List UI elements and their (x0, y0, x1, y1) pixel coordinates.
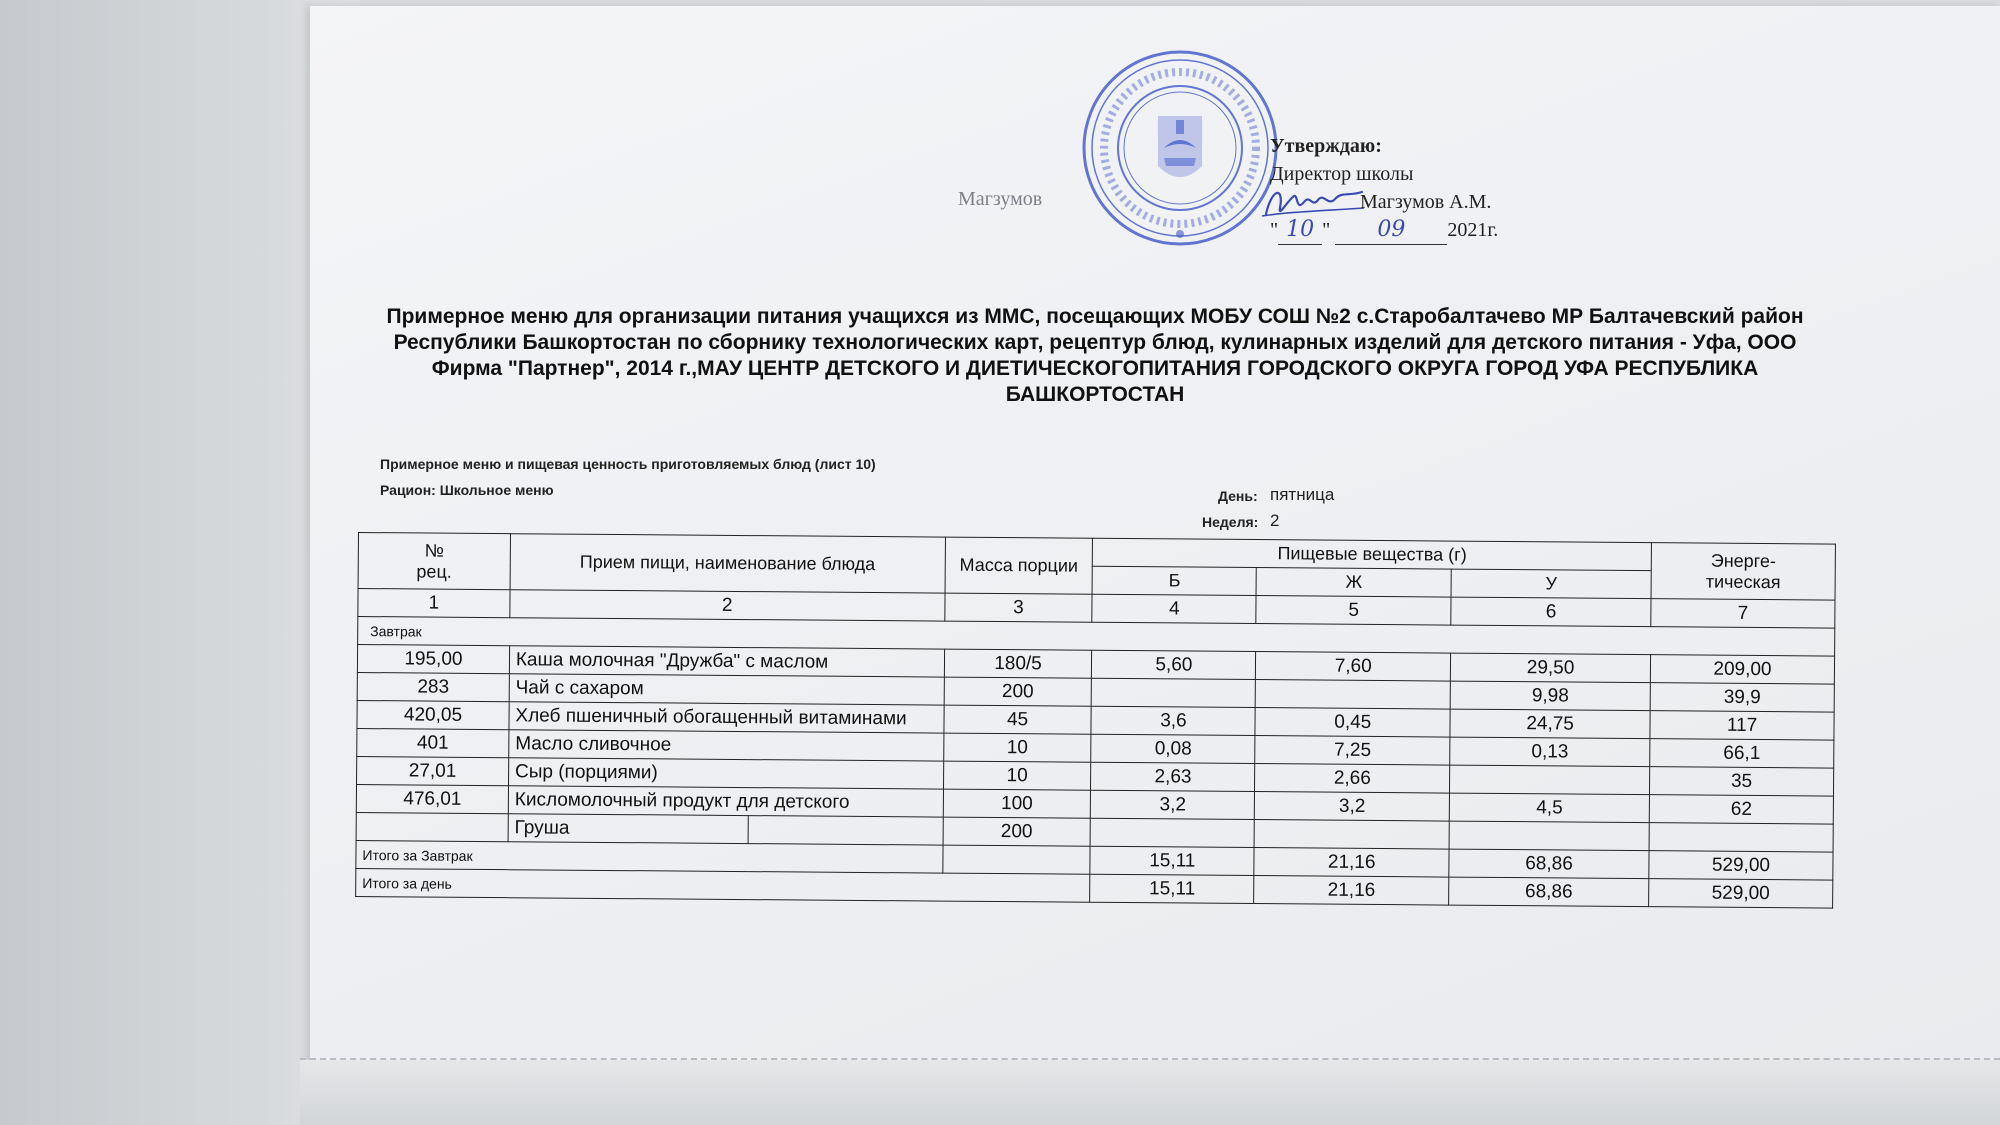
paper-edge (300, 1058, 2000, 1061)
table-row: 476,01 Кисломолочный продукт для детского 100 3,2 3,2 4,5 62 (356, 784, 1833, 824)
header-energy: Энерге- тическая (1651, 543, 1835, 600)
approval-name: Магзумов А.М. (1360, 191, 1492, 213)
menu-table (355, 532, 1836, 909)
table-row: 195,00 Каша молочная "Дружба" с маслом 180/5 5,60 7,60 29,50 209,00 (357, 645, 1834, 685)
table-row: 420,05 Хлеб пшеничный обогащенный витаминами 45 3,6 0,45 24,75 117 (357, 700, 1834, 740)
ration-label: Рацион: Школьное меню (380, 482, 554, 498)
day-value: пятница (1270, 485, 1335, 504)
table-row: 401 Масло сливочное 10 0,08 7,25 0,13 66,1 (357, 728, 1834, 768)
table-row: 283 Чай с сахаром 200 9,98 39,9 (357, 672, 1834, 712)
subtitle: Примерное меню и пищевая ценность приготовляемых блюд (лист 10) (380, 456, 876, 472)
approval-month: 09 (1335, 216, 1447, 245)
total-day-row: Итого за день 15,11 21,16 68,86 529,00 (356, 868, 1833, 908)
faint-print-name: Магзумов (958, 188, 1043, 210)
header-dish: Прием пищи, наименование блюда (510, 534, 945, 593)
header-b: Б (1093, 566, 1257, 595)
week-value: 2 (1270, 511, 1280, 530)
header-mass: Масса порции (945, 537, 1093, 594)
approval-year: 2021г. (1447, 219, 1499, 241)
header-u: У (1451, 569, 1651, 599)
approval-block (1270, 132, 1498, 245)
official-stamp-icon (1080, 48, 1280, 248)
column-number-row: 1 2 3 4 5 6 7 (358, 589, 1835, 629)
header-nutrients: Пищевые вещества (г) (1093, 538, 1652, 570)
total-breakfast-row: Итого за Завтрак 15,11 21,16 68,86 529,00 (356, 840, 1833, 880)
header-rec-no: № рец. (358, 533, 510, 590)
approval-date: " 10 " 09 2021г. (1270, 216, 1498, 245)
approval-position: Директор школы (1270, 163, 1414, 185)
table-row: 27,01 Сыр (порциями) 10 2,63 2,66 35 (357, 756, 1834, 796)
week-label: Неделя: (1202, 514, 1259, 530)
header-zh: Ж (1256, 568, 1451, 598)
approval-heading: Утверждаю: (1270, 135, 1382, 157)
table-row: Груша 200 (356, 812, 1833, 852)
background-bottom (300, 1060, 2000, 1125)
day-label: День: (1218, 488, 1258, 504)
section-breakfast: Завтрак (358, 617, 1835, 657)
approval-day: 10 (1278, 216, 1322, 245)
background-left (0, 0, 360, 1125)
document-title: Примерное меню для организации питания учащихся из ММС, посещающих МОБУ СОШ №2 с.Старобалтачево МР Балтачевский район Республики Башкортостан по сборнику технологических карт, рецептур блюд, кулинарных изделий для детского питания - Уфа, ООО Фирма "Партнер", 2014 г.,МАУ ЦЕНТР ДЕТСКОГО И ДИЕТИЧЕСКОГОПИТАНИЯ ГОРОДСКОГО ОКРУГА ГОРОД УФА РЕСПУБЛИКА БАШКОРТОСТАН (386, 305, 1804, 406)
